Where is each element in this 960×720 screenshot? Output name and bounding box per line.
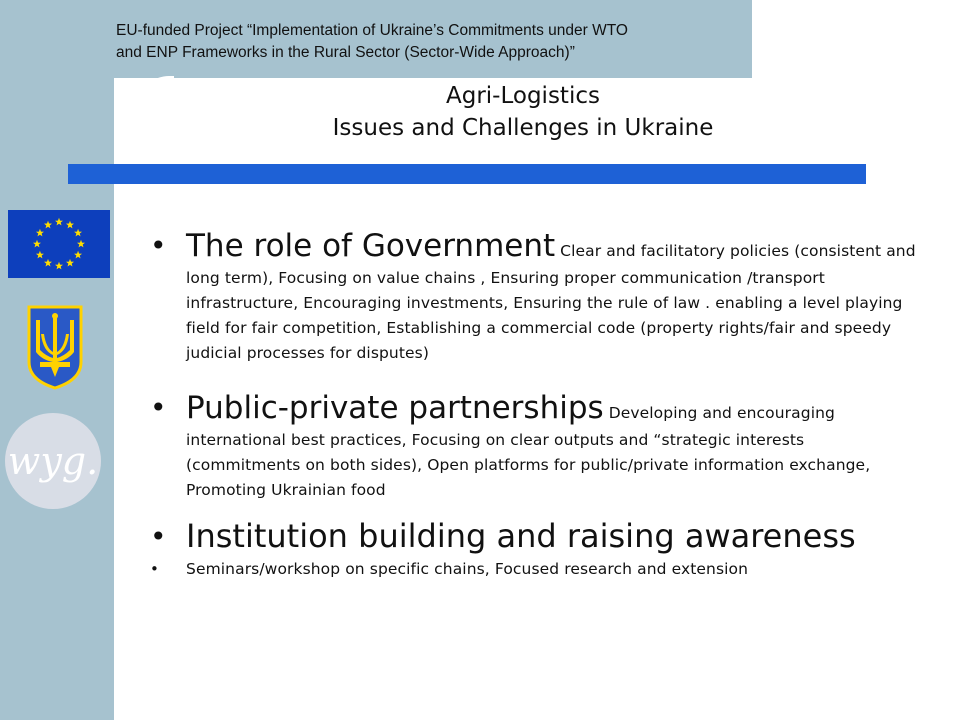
eu-star-icon	[74, 229, 82, 237]
eu-star-icon	[44, 259, 52, 267]
bullet-body: Clear and facilitatory policies (consistent and long term), Focusing on value chains , Ensuring proper communication /transport infrastructure, Encouraging investments, Ensuring the rule of law . enabling a level playing field for fair competition, Establishing a commercial code (property rights/fair and speedy judicial processes for disputes)	[186, 242, 916, 362]
eu-star-icon	[55, 262, 63, 270]
eu-star-icon	[74, 251, 82, 259]
eu-star-icon	[44, 221, 52, 229]
slide-title-line-1: Agri-Logistics	[446, 83, 600, 109]
eu-star-icon	[36, 229, 44, 237]
eu-star-icon	[55, 218, 63, 226]
project-header-line-1: EU-funded Project “Implementation of Ukraine’s Commitments under WTO	[116, 22, 628, 39]
slide-content	[150, 226, 920, 582]
bullet-institution-building	[150, 517, 920, 555]
slide-title	[200, 80, 846, 144]
project-header	[116, 20, 746, 64]
eu-star-icon	[33, 240, 41, 248]
bullet-seminars	[150, 557, 920, 582]
bullet-dot: •	[150, 391, 167, 424]
eu-star-icon	[77, 240, 85, 248]
wyg-logo-icon	[4, 412, 102, 510]
bullet-body: Developing and encouraging international best practices, Focusing on clear outputs and “strategic interests (commitments on both sides), Open platforms for public/private information exchange, Promoting Ukrainian food	[186, 404, 871, 499]
title-accent-bar	[68, 164, 866, 184]
bullet-dot: •	[150, 229, 167, 262]
bullet-public-private-partnerships	[150, 388, 920, 503]
bullet-heading: Institution building and raising awareness	[186, 517, 856, 555]
eu-star-icon	[66, 259, 74, 267]
bullet-body: Seminars/workshop on specific chains, Focused research and extension	[186, 560, 749, 578]
bullet-dot: •	[150, 560, 159, 578]
eu-flag-icon	[8, 210, 110, 278]
eu-star-icon	[36, 251, 44, 259]
project-header-line-2: and ENP Frameworks in the Rural Sector (Sector-Wide Approach)”	[116, 44, 575, 61]
bullet-role-of-government	[150, 226, 920, 366]
bullet-heading: Public-private partnerships	[186, 390, 604, 426]
bullet-heading: The role of Government	[186, 228, 556, 264]
ukraine-trident-icon	[26, 304, 84, 390]
eu-star-icon	[66, 221, 74, 229]
bullet-dot: •	[150, 520, 167, 553]
slide-title-line-2: Issues and Challenges in Ukraine	[332, 115, 714, 141]
wyg-logo-text: wyg.	[7, 439, 99, 483]
